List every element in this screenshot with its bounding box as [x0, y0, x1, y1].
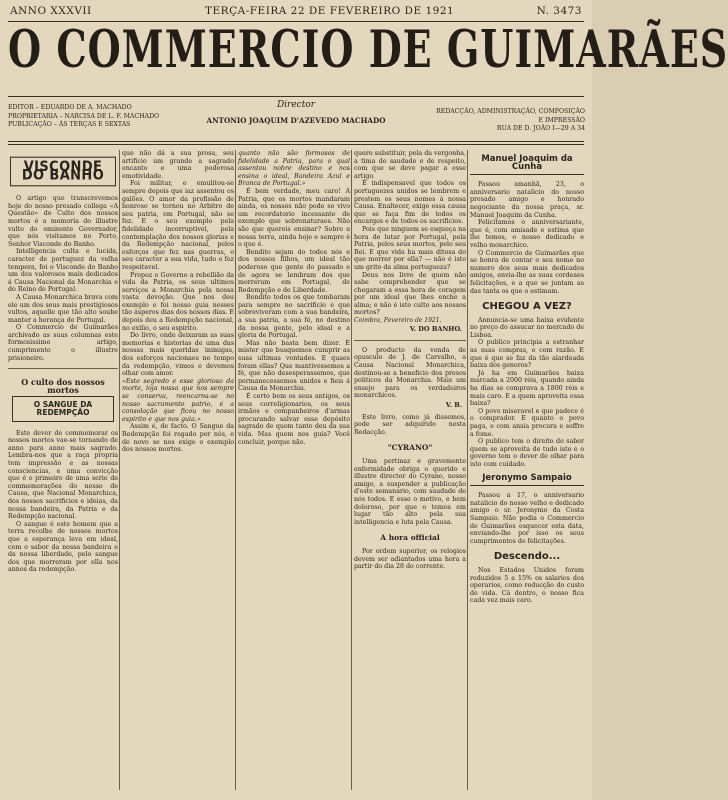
owner-line: PROPRIETARIA – NARCISA DE L. F. MACHADO [8, 112, 160, 120]
article-paragraph: que não dá a sua prosa, seu artificio um grande a sagrado encanto e uma poderosa emotividade. [122, 150, 234, 180]
article-paragraph: Bendito sejam do todos nós e dos nossos filhos, um ideal tão poderoso que gente do passado e de agora se lembram dos que morreram em Portugal, de Redempção e de Liberdade. [238, 248, 350, 294]
article-paragraph: Intelligencia culta e lucida, caracter de portuguez da velha tempera, foi o Visconde do Banho um dos valorosos mais dedicados á Causa Nacional da Monarchia e do Reino de Portugal. [8, 248, 118, 294]
header-rule-2 [8, 144, 584, 145]
article-paragraph: Deus nos livre de quem não sabe comprehender que se chegaram a essa hora de coragem por um ideal que lhes enche a alma; e não é isto culto aos nossos mortos? [354, 271, 466, 317]
subheading-culto: O culto dos nossos mortos [21, 377, 105, 395]
article-paragraph: Felicitamos o anniversariante, que é, com amisade e estima que lhe temos, o nosso dedicado e velho monarchico. [470, 219, 584, 249]
publisher-info [8, 104, 208, 130]
section-divider [8, 368, 118, 369]
column-4 [354, 150, 466, 790]
year-label: ANNO XXXVII [10, 5, 92, 17]
heading-hora-official: A hora official [380, 533, 440, 543]
publication-line: PUBLICAÇÃO – ÁS TERÇAS E SEXTAS [8, 121, 131, 129]
heading-manuel-cunha: Manuel Joaquim da Cunha [470, 156, 584, 175]
office-line-1: REDACÇÃO, ADMINISTRAÇÃO, COMPOSIÇÃO [436, 108, 585, 115]
office-address: RUA DE D. JOÃO I—29 A 34 [496, 125, 585, 133]
heading-descendo: Descendo... [493, 551, 561, 563]
masthead-rule [8, 96, 584, 97]
article-paragraph: Pois que ninguem se esqueça na hora de lutar por Portugal, pela Patria, pelos seus mortos, pelo seu Rei. E que vida ha mais ditosa do que morrer por ella? — não é isto um grito da alma portugueza? [354, 225, 466, 271]
office-info [405, 108, 585, 134]
article-paragraph: O sangue é este homem que a terra recolhe de nossos mortos que a esperança leva em ideal, com o sabor da nossa bandeira e da nossa liberdade, pelo sangue dos que morreram por ella nos annos da redempção. [8, 520, 118, 574]
director-name: ANTONIO JOAQUIM D'AZEVEDO MACHADO [206, 116, 386, 125]
column-1 [8, 150, 118, 790]
article-paragraph: Já ha em Guimarães baixa marcada a 2000 réis, quando ainda ha dias se comprava a 1800 réis e mais caro. E a quem aproveita essa baixa? [470, 369, 584, 408]
section-divider [354, 340, 466, 341]
article-paragraph: quero substituir, pela da vergonha, a tima de saudade e de respeito, com que se deve pagar a esse artigo. [354, 150, 466, 180]
article-paragraph: Passou amanhã, 23, o anniversario natalicio do nosso presado amigo e honrado negociante da nossa praça, sr. Manuel Joaquim da Cunha. [470, 181, 584, 219]
column-5 [470, 150, 584, 790]
article-paragraph: Este livro, como já dissemos, pode ser adquirido nesta Redacção. [354, 413, 466, 436]
article-paragraph: É bem verdade, meu caro! A Patria, que os mortos mandaram ainda, os nossos não pode se vivo um recordatorio incessante de exemplo que sobrenaturaes. Não são que quereis ensinar? Sobre a nossa terra, ainda hoje e sempre é o que é. [238, 187, 350, 249]
article-paragraph: Assim é, de facto. O Sangue da Redempção foi regado por nós, e de novo se nos exige o exemplo dos nossos mortos. [122, 423, 234, 454]
article-paragraph: Este dever de commemorar os nossos mortos vae-se tornando de anno para anno mais sagrado. Lembra-nos que a raça propria tem impressão e as nossas consciencias, e uma convicção que é o primeiro de uma serie de commemorações do nosso de Causa, que Nacional Monarchica, dos nossos sacrificios e ideias, da nossa bandeira, da Patria e da Redempção nacional. [8, 429, 118, 521]
quotation: quanto não são formosos de fidelidade a Patria, para o qual assentou nobre destino e nos ensina o ideal, Bandeira Azul e Branca de Portugal.» [238, 150, 350, 188]
headline-visconde: VISCONDE DO BANHO [10, 157, 116, 187]
article-paragraph: Por ordem superior, os relogios devem ser adiantados uma hora a partir do dia 28 do corrente. [354, 547, 466, 571]
editor-line: EDITOR – EDUARDO DE A. MACHADO [8, 104, 132, 111]
article-paragraph: Bendito todos os que tombaram para sempre no sacrificio e que sobreviveram com a sua bandeira, a sua patria, a sua fé, no destino da nossa gente, pelo ideal e a gloria de Portugal. [238, 294, 350, 340]
heading-chegou-a-vez: CHEGOU A VEZ? [482, 301, 572, 313]
article-paragraph: Passou a 17, o anniversario natalicio do nosso velho e dedicado amigo o sr. Jeronymo da Costa Sampaio. Não podia o Commercio de Guimarães esquecer esta data, enviando-lhe por isso os seus cumprimentos de felicitações. [470, 492, 584, 545]
article-paragraph: Foi militar, e emulitou-se sempre depois que iaz assentou os galões. O amor da profissão de honroso se tornou no Arbitro de seu patria, em Portugal, não se fez. E o seu exemplo pela fidelidade incorruptivel, pela contemplação dos nossos glorias e da Redempção nacional, pelos esforços que fez nas guerras, o seu caracter a sua vida, tudo o fez respeitavel. [122, 180, 234, 271]
column-3 [238, 150, 350, 790]
article-paragraph: Nos Estados Unidos foram reduzidos 5 a 15% os salarios dos operarios, como reducção do custo de vida. Cá dentro, o nosso fica cada vez mais caro. [470, 566, 584, 605]
column-2 [122, 150, 234, 790]
article-paragraph: É certo bem os seus antigos, os seus correligionarios, os seus irmãos e companheiros d'armas procurando salvar esse depósito sagrado de quem tanto deu da sua vida. Mas quem nos guia? Você concluir, porque não. [238, 393, 350, 446]
article-paragraph: Do livro, onde deixaram as suas memorias e historias de uma das nossas mais queridas inimigas, dos esforços nacionaes no tempo da redempção, vimos e devemos olhar com amor. [122, 332, 234, 378]
quotation: «Este segredo e esse glorioso da morte, loja nossa que nos sempre se conserva, reencarna-se no nosso sacramento patrio, é a consolação que ficou no nosso espirito e que nos guia.» [122, 377, 234, 423]
director-block [200, 100, 392, 125]
heading-cyrano: "CYRANO" [387, 443, 433, 453]
article-paragraph: Annuncia-se uma baixa evidente no preço do assucar no mercado de Lisboa. [470, 316, 584, 339]
article-paragraph: O povo miseravel e que padece é o comprador. E quanto o povo paga, e com ansia procura e soffre a fome. [470, 407, 584, 438]
article-paragraph: Propoz o Governo a rebellião da vida da Patria, os seus ultimos serviços a Monarchia pela nossa vasta devoção. Que nos deu exemplo e foi nosso guia nesses tão ásperos dias dos nossos dias. E depois deu a Redempção nacional, no exilio, o seu espirito. [122, 271, 234, 332]
article-paragraph: O producto da venda de opusculo de J. de Carvalho, a Causa Nacional Monarchica, destinou-se a beneficio dos presos politicos da Monarchia. Mais um ensejo para os verdadeiros monarchicos. [354, 346, 466, 400]
issue-date: TERÇA-FEIRA 22 DE FEVEREIRO DE 1921 [205, 5, 455, 17]
director-label: Director [276, 100, 316, 110]
office-line-2: E IMPRESSÃO [538, 116, 585, 124]
article-paragraph: O publico principia a estranhar as suas compras, e com razão. E que é que se faz da tão alardeada baixa dos generos? [470, 339, 584, 370]
article-paragraph: Uma pertinaz e gravemente enfermidade obriga o querido e illustre director do Cyrano, nosso amigo, a suspender a publicação d'este semanario, com saudade de nós todos. E esse o motivo, e bem doloroso, por que o temos em lugar tão alto pela sua intelligencia e luta pela Causa. [354, 457, 466, 526]
issue-number: N. 3473 [536, 5, 582, 17]
article-paragraph: A Causa Monarchica brava com ele um dos seus mais prestigiosos vultos, aquelle que tão alto soube manter a herança de Portugal. [8, 293, 118, 324]
article-paragraph: É indispensavel que todos os portuguezes unidos se lembrem e prestem os seus nomes á nossa Causa. Enaltecer, exige essa causa que se faça fim de todos os encargos e de todos os sacrificios. [354, 180, 466, 226]
article-paragraph: O artigo que transcrevemos hoje do nosso presado collega «A Questão» do Culto dos nossos mortos é a memoria do illustre vulto do eminente Governador, que nós visitamos no Porto, Senhor Visconde do Banho. [8, 195, 118, 248]
boxed-heading-sangue: O SANGUE DA REDEMPÇÃO [12, 396, 114, 421]
article-paragraph: O publico tem o direito de saber quem se aproveita de tudo isto e o governo tem o dever de olhar para isto com cuidado. [470, 438, 584, 468]
masthead-title: O COMMERCIO DE GUIMARÃES [8, 18, 728, 80]
article-paragraph: O Commercio de Guimarães que se honra de contar o seu nome no numero dos seus mais dedicados amigos, envia-lhe as suas cordeaes felicitações, e a que se juntam as das tanta os que o estimam. [470, 249, 584, 295]
signature-initials: V. B. [445, 401, 462, 410]
article-paragraph: Mas não basta bem dizer. É mister que busquemos cumprir as suas ultimas vontades. E quaes foram ellas? Que mantivessemos a fé, que não desesperassemos, que permanecessemos unidos e fieis á Causa da Monarchia. [238, 339, 350, 393]
heading-jeronymo-sampaio: Jeronymo Sampaio [470, 475, 584, 487]
article-paragraph: O Commercio de Guimarães archivado as suas columnas este formosissimo artigo, cumprimento o illustre prisioneiro. [8, 324, 118, 362]
dateline-place: Coimbra, Fevereiro de 1921. [354, 317, 442, 325]
header-rule-1 [8, 141, 584, 142]
signature: V. DO BANHO. [409, 325, 462, 334]
